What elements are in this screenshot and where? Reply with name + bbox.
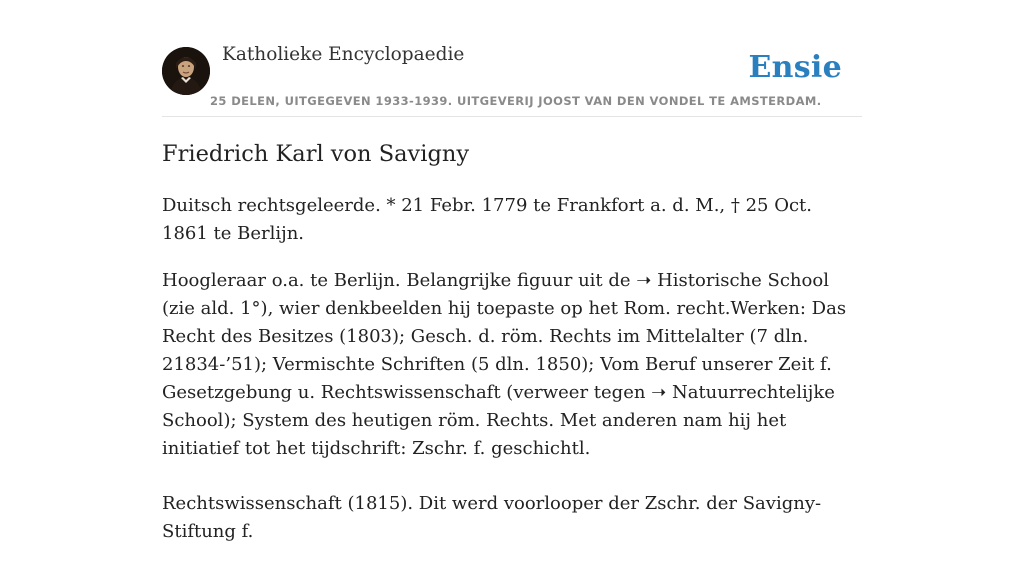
- portrait-avatar-icon[interactable]: [162, 47, 210, 95]
- article-paragraph-3: Rechtswissenschaft (1815). Dit werd voorlooper der Zschr. der Savigny-Stiftung f.: [162, 493, 822, 542]
- site-header: [162, 0, 862, 117]
- article-paragraph-2: [162, 267, 862, 463]
- article-title: Friedrich Karl von Savigny: [162, 141, 470, 167]
- site-subtitle: 25 DELEN, UITGEGEVEN 1933-1939. UITGEVERIJ JOOST VAN DEN VONDEL TE AMSTERDAM.: [210, 94, 822, 108]
- paragraph-text: (zie ald. 1°), wier denkbeelden hij toepaste op het Rom. recht.Werken: Das Recht des Besitzes (1803); Gesch. d. röm. Rechts im Mittelalter (7 dln. 21834-’51); Vermischte Schriften (5 dln. 1850); Vom Beruf unserer Zeit f. Gesetzgebung u. Rechtswissenschaft (verweer tegen: [162, 298, 847, 403]
- paragraph-text: Hoogleraar o.a. te Berlijn. Belangrijke figuur uit de: [162, 270, 637, 291]
- article-content: [162, 138, 862, 565]
- link-natuurrechtelijke-school[interactable]: ➝ Natuurrechtelijke School: [162, 382, 835, 431]
- paragraph-text: ); System des heutigen röm. Rechts. Met anderen nam hij het initiatief tot het tijdschrift: Zschr. f. geschichtl.: [162, 410, 787, 459]
- ensie-logo[interactable]: Ensie: [748, 50, 842, 85]
- link-historische-school[interactable]: ➝ Historische School: [636, 270, 829, 291]
- site-title[interactable]: Katholieke Encyclopaedie: [222, 44, 465, 65]
- article-paragraph-1: Duitsch rechtsgeleerde. * 21 Febr. 1779 te Frankfort a. d. M., † 25 Oct. 1861 te Berlijn.: [162, 195, 813, 244]
